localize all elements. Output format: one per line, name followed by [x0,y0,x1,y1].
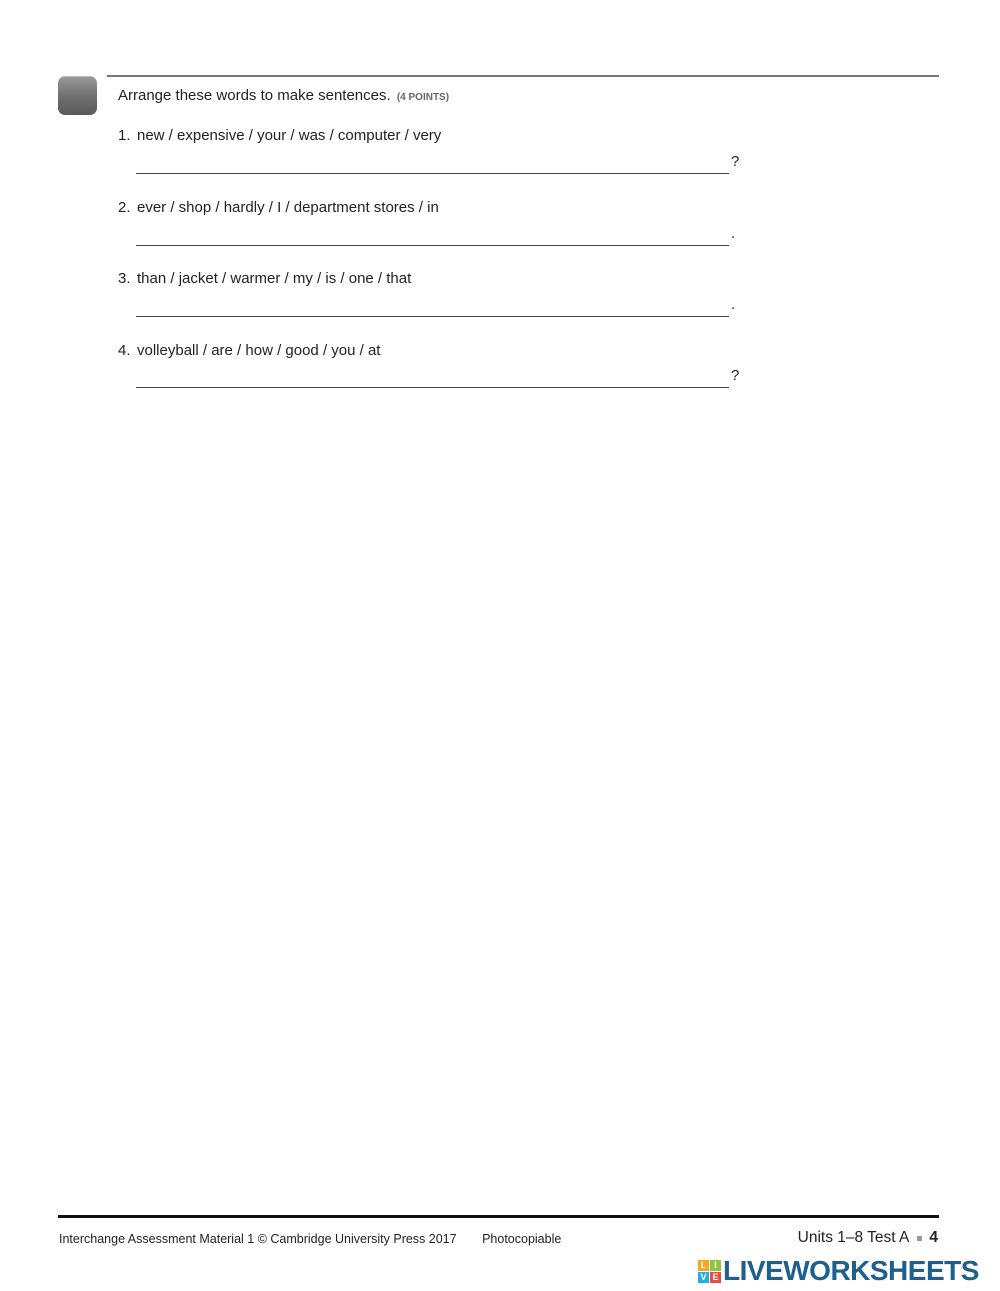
brand-mark-icon [698,1260,721,1283]
photocopiable-label: Photocopiable [482,1232,562,1246]
brand-mark-letter: I [710,1260,721,1271]
end-punctuation: . [731,296,736,313]
end-punctuation: . [731,225,736,242]
question-number: 3. [118,270,131,287]
brand-mark-letter: E [710,1272,721,1283]
test-label: Units 1–8 Test A [797,1229,910,1246]
question-number: 4. [118,342,131,359]
brand-mark-letter: V [698,1272,709,1283]
answer-input-2[interactable] [136,229,729,246]
question-item-3 [118,270,411,287]
answer-input-1[interactable] [136,157,729,174]
separator-square-icon [917,1236,922,1241]
instruction-text: Arrange these words to make sentences. [118,87,391,104]
question-item-2 [118,199,439,216]
footer-right [798,1229,938,1247]
answer-input-3[interactable] [136,300,729,317]
section-badge [58,76,97,115]
footer-divider [58,1215,939,1218]
copyright-text: Interchange Assessment Material 1 © Cambridge University Press 2017 [59,1232,457,1246]
points-label: (4 POINTS) [396,92,450,103]
question-number: 2. [118,199,131,216]
question-prompt: ever / shop / hardly / I / department stores / in [137,199,439,216]
footer-left [59,1232,561,1246]
end-punctuation: ? [731,153,740,170]
question-item-4 [118,342,380,359]
question-prompt: volleyball / are / how / good / you / at [137,342,381,359]
exercise-instruction [118,87,449,104]
liveworksheets-logo [698,1256,979,1286]
question-item-1 [118,127,441,144]
brand-name: LIVEWORKSHEETS [723,1255,979,1286]
question-prompt: than / jacket / warmer / my / is / one / that [137,270,412,287]
top-divider [107,75,939,77]
question-number: 1. [118,127,131,144]
answer-input-4[interactable] [136,371,729,388]
end-punctuation: ? [731,367,740,384]
page-number: 4 [929,1229,938,1246]
question-prompt: new / expensive / your / was / computer / very [137,127,442,144]
brand-mark-letter: L [698,1260,709,1271]
